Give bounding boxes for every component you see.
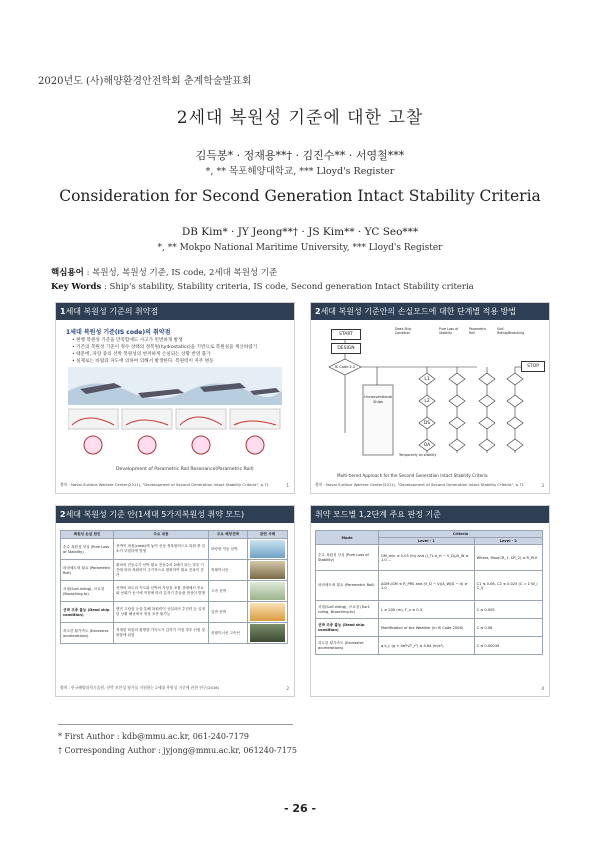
table-cell: φ k_L (g + 4π²h/T_r²) ≤ 4.64 (m/s²) — [379, 637, 475, 655]
table-header: 주요 내용 — [114, 531, 209, 539]
title-english: Consideration for Second Generation Intact Stability Criteria — [59, 187, 541, 205]
table-cell: 파라메트릭 횡요 (Parametric Roll) — [61, 560, 114, 581]
table-header-row — [61, 531, 288, 539]
table-row — [61, 581, 288, 602]
slide-3-footnote: 출처 : 한국해양과학기술원, 선박 보안성 평가를 지원하는 2세대 복원성 기준에 관한 연구(2016) — [60, 685, 220, 690]
table-row — [316, 571, 543, 601]
stability-curve-panel — [176, 409, 226, 429]
table-cell: 선박이 파정(crest)에 놓여 선상 정복원력으로 복원 중 감소가 뚜렷하게 발생 — [114, 539, 209, 560]
table-row — [316, 619, 543, 637]
flow-oa: OA — [423, 443, 431, 448]
ship-section-icons — [84, 436, 264, 454]
table-cell: C ≤ 0.00039 — [474, 637, 542, 655]
table-cell: C ≤ 0.005 — [474, 601, 542, 619]
authors-english: DB Kim* · JY Jeong**† · JS Kim** · YC Seo*** — [181, 226, 419, 238]
table-cell: 선박의 파도의 속도와 선박의 자항을 조합 상태에서 종요와 선회가 동시에 커짐에 따라 갑자기 흔들림 현상이 발생 — [114, 581, 209, 602]
table-cell: Modification of the Weather (in IS Code 2008) — [379, 619, 475, 637]
affiliation-english: *, ** Mokpo National Maritime University, *** Lloyd's Register — [157, 243, 443, 253]
table-cell: 적재된 화물의 횡방향 가속도가 갑자기 커짐 경우 선원 및 화물에 위험 — [114, 623, 209, 644]
table-cell: ΔGM₁/GM ≤ R_PR0 and (V_D − V)/A_W(D − d) ≥ 1.0 — [379, 571, 475, 601]
table-row — [61, 560, 288, 581]
example-image — [248, 581, 288, 602]
table-cell: C1 ≤ 0.06, C2 ≤ 0.025 (C = Σ W_i C_i) — [474, 571, 542, 601]
example-image — [248, 560, 288, 581]
stability-curve-panel — [68, 409, 118, 429]
table-cell: 순수 복원성 상실 (Pure Loss of Stability) — [61, 539, 114, 560]
table-cell: 컨테이너선 고속선 — [209, 623, 248, 644]
authors-korean: 김득봉* · 정재용**† · 김진수** · 서영철*** — [195, 149, 405, 162]
conference-name: 2020년도 (사)해양환경안전학회 춘계학술발표회 — [38, 76, 252, 87]
table-cell: 서핑(Surf-riding), 브로칭 (Broaching-to) — [61, 581, 114, 602]
page-number: - 26 - — [283, 802, 317, 815]
footnote-corresponding-author: † Corresponding Author : jyjong@mmu.ac.kr, 061240-7175 — [58, 746, 297, 755]
table-cell: 컨테이너선 — [209, 560, 248, 581]
flow-side-label: Unconventional Ships — [363, 395, 393, 404]
table-cell: 서핑(Surf-riding), 브로칭 (Surf-riding, Broaching-to) — [316, 601, 379, 619]
table-cell: C ≤ 0.06 — [474, 619, 542, 637]
slide-2-header — [311, 303, 549, 320]
slide-4-header: 취약 모드별 1,2단계 주요 판정 기준 — [311, 506, 549, 523]
table-cell: 선박 조종 불능 (Dead ship condition) — [61, 602, 114, 623]
failure-mode-table — [60, 530, 288, 644]
keywords-english-label: Key Words — [51, 282, 102, 292]
table-cell: 파랑중 자동 선박 — [209, 539, 248, 560]
example-image — [248, 539, 288, 560]
table-cell: 과도한 횡가속도 (Excessive accelerations) — [316, 637, 379, 655]
slide-4-page: 4 — [541, 686, 544, 691]
slide-2-page: 3 — [541, 483, 544, 488]
table-cell: GM_min ≥ 0.05 (m) and (I_TL·d_H − V_D)/A_W ≥ 1.0 ... — [379, 545, 475, 571]
slide-1-bullet: • 때문에, 파랑 중의 선박 복원성의 현저하게 손실되는 상황 반영 불가 — [72, 351, 211, 357]
table-cell: 엔진 고장을 등을 통해 복원력이 상실되어 추진력 등 일정한 상황 해상에서 정상 조종 불가능 — [114, 602, 209, 623]
stability-curve-panel — [122, 409, 172, 429]
level-diamonds — [419, 373, 523, 451]
table-cell: 선박 조종 불능 (Dead ship condition) — [316, 619, 379, 637]
flow-col-label: Pure Loss of Stability — [439, 327, 459, 335]
table-row — [316, 545, 543, 571]
table-row — [61, 623, 288, 644]
table-cell: Where, Max(CR_1, CR_2) ≤ R_PL0 — [474, 545, 542, 571]
table-header: 주요 해당선박 — [209, 531, 248, 539]
table-header: Mode — [316, 531, 379, 545]
slide-1-subtitle: 1세대 복원성 기준(IS code)의 취약점 — [66, 329, 171, 336]
affiliation-korean: *, ** 목포해양대학교, *** Lloyd's Register — [205, 166, 395, 177]
keywords-korean — [51, 266, 277, 278]
table-header: 복원성 손실 원인 — [61, 531, 114, 539]
flow-stop: STOP — [521, 361, 545, 372]
title-korean: 2세대 복원성 기준에 대한 고찰 — [176, 108, 424, 128]
slide-1-bullet: • 기존의 복원성 기준이 정수 상태의 정복원(hydrostatics)을 기반으로 복원성을 계산하였기 — [72, 344, 257, 350]
keywords-korean-text: : 복원성, 복원성 기준, IS code, 2세대 복원성 기준 — [86, 268, 278, 278]
flow-level2: L2 — [424, 399, 430, 404]
table-header: Criteria — [379, 531, 543, 538]
slide-1-caption: Development of Parametric Roll Resonance(Parametric Roll) — [116, 467, 254, 472]
slide-2-footnote: 출처 : Naval Surface Warfare Center(2011), "Development of Second Generation Intact Stability Criteria", p.71 — [315, 482, 525, 487]
footnote-rule — [58, 724, 293, 725]
flow-ds: DS — [423, 421, 431, 426]
flow-design: DESIGN — [331, 343, 361, 354]
table-header: Level - 1 — [379, 538, 475, 545]
table-cell: 일반 선박 — [209, 602, 248, 623]
table-cell: 파라메트릭 횡요 (Parametric Roll) — [316, 571, 379, 601]
table-cell: 순수 복원성 상실 (Pure Loss of Stability) — [316, 545, 379, 571]
slide-2-header-num: 2 — [315, 307, 321, 316]
slide-1-header-num: 1 — [60, 307, 66, 316]
slide-1-page: 1 — [286, 483, 289, 488]
criteria-table — [315, 530, 543, 655]
slide-3-page: 2 — [286, 686, 289, 691]
parametric-roll-illustration — [68, 367, 282, 465]
flow-col-label: Surf-Riding/Broaching — [497, 327, 525, 335]
flow-col-label: Parametric Roll — [469, 327, 487, 335]
table-row — [316, 601, 543, 619]
stability-curve-panel — [230, 409, 280, 429]
table-cell: L ≥ 200 (m), F_n ≤ 0.3 — [379, 601, 475, 619]
slide-2 — [310, 302, 550, 494]
slide-1-header-text: 세대 복원성 기준의 취약점 — [65, 307, 159, 316]
table-row — [316, 637, 543, 655]
table-row — [61, 602, 288, 623]
flow-start: START — [331, 329, 361, 340]
slide-4 — [310, 505, 550, 697]
slide-3 — [55, 505, 295, 697]
table-header: 관련 사례 — [248, 531, 288, 539]
flow-is-code: IS Code 2.2 — [334, 365, 356, 369]
keywords-korean-label: 핵심용어 — [51, 268, 84, 278]
keywords-english-text: : Ship's stability, Stability criteria, IS code, Second generation Intact Stability criteria — [103, 282, 474, 292]
flow-temp-label: Temporarily on stability — [399, 453, 437, 457]
slide-2-header-text: 세대 복원성 기준안의 손실모드에 대한 단계별 적용 방법 — [320, 307, 517, 316]
table-cell: 횡파의 진동수가 선박 횡요 진동수의 2배가 되는 경우 기간에 따라 복원력이 주기적으로 변화하여 횡요 진폭이 증가 — [114, 560, 209, 581]
table-header-row — [316, 531, 543, 538]
slide-1-footnote: 출처 : Naval Surface Warfare Center(2011), "Development of Second Generation Intact Stability Criteria", p.71 — [60, 482, 270, 487]
table-row — [61, 539, 288, 560]
flow-col-label: Dead Ship Condition — [395, 327, 412, 335]
slide-1 — [55, 302, 295, 494]
slide-1-bullet: • 실제로는 바람과 파도에 의하여 의해서 발생한다. 복원력이 자주 변동 — [72, 358, 214, 364]
slide-2-caption: Multi-tiered Approach for the Second Generation Intact Stability Criteria — [337, 473, 488, 478]
slide-1-header — [56, 303, 294, 320]
slide-3-header-text: 세대 복원성 기준 안(1세대 5가지복원성 취약 모드) — [65, 510, 245, 519]
slide-3-header — [56, 506, 294, 523]
table-cell: 고속 선박 — [209, 581, 248, 602]
table-cell: 과도한 횡가속도 (Excessive accelerations) — [61, 623, 114, 644]
example-image — [248, 602, 288, 623]
slide-3-header-num: 2 — [60, 510, 66, 519]
footnote-first-author: * First Author : kdb@mmu.ac.kr, 061-240-7179 — [58, 732, 249, 741]
example-image — [248, 623, 288, 644]
slide-1-bullet: • 현행 복원성 기준을 만족함에도 사고가 빈번하게 발생 — [72, 337, 183, 343]
table-header: Level - 2 — [474, 538, 542, 545]
flow-level1: L1 — [424, 377, 430, 382]
keywords-english — [51, 282, 474, 292]
